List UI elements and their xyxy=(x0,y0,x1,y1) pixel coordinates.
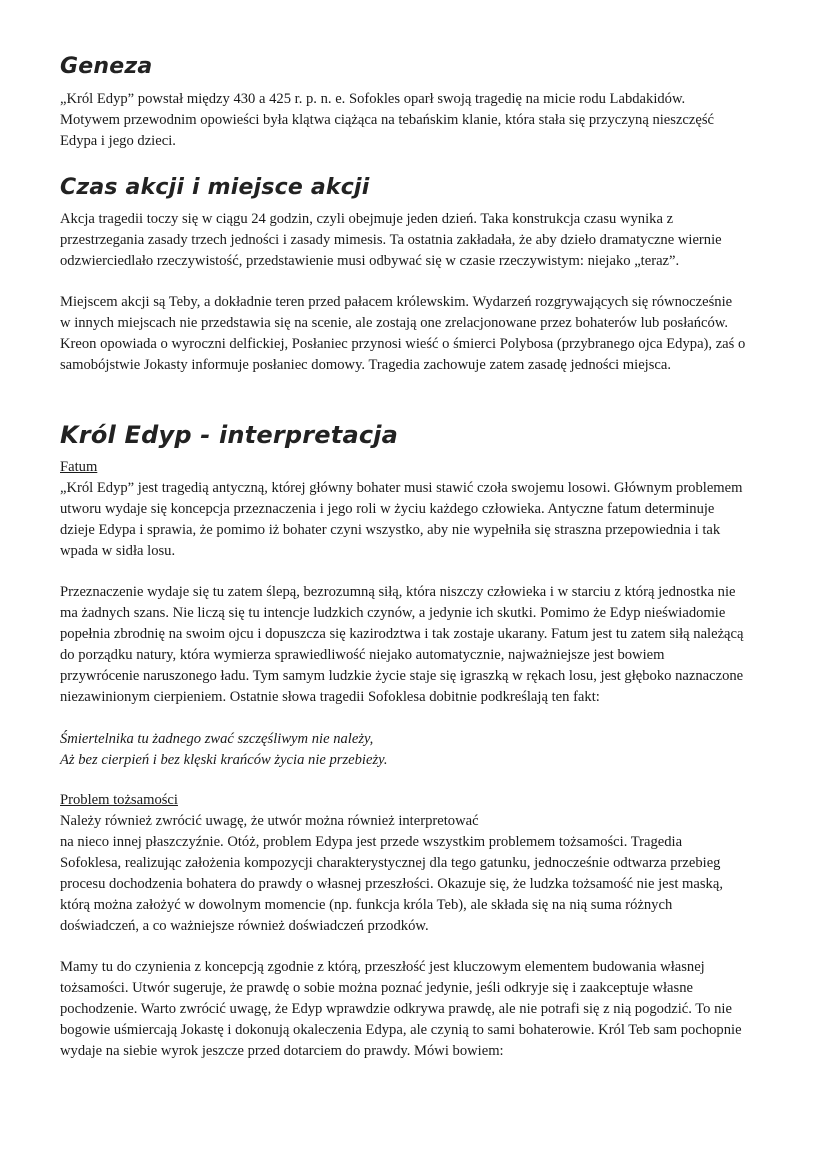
text-line: przestrzegania zasady trzech jedności i zasady mimesis. Ta ostatnia zakładała, że aby dzieło dramatyczne wiernie xyxy=(60,232,722,248)
text-line: Przeznaczenie wydaje się tu zatem ślepą, bezrozumną siłą, która niszczy człowieka i w starciu z którą jednostka nie xyxy=(60,584,736,600)
text-line: Kreon opowiada o wyroczni delfickiej, Posłaniec przynosi wieść o śmierci Polybosa (przybranego ojca Edypa), zaś o xyxy=(60,336,746,352)
heading-interpretacja: Król Edyp - interpretacja xyxy=(60,421,399,449)
quote-line: Śmiertelnika tu żadnego zwać szczęśliwym nie należy, xyxy=(60,731,374,747)
text-line: dzieje Edypa i sprawia, że pomimo iż bohater czyni wszystko, aby nie wypełniła się straszna przepowiednia i tak xyxy=(60,522,721,538)
text-line: Miejscem akcji są Teby, a dokładnie teren przed pałacem królewskim. Wydarzeń rozgrywających się równocześnie xyxy=(60,294,733,310)
text-line: samobójstwie Jokasty informuje posłaniec domowy. Tragedia zachowuje zatem zasadę jedności miejsca. xyxy=(60,357,672,373)
paragraph-fatum-2 xyxy=(60,582,775,708)
text-line: Sofoklesa, realizując założenia kompozycji charakterystycznej dla tego gatunku, jednocześnie odtwarza przebieg xyxy=(60,855,721,871)
text-line: Akcja tragedii toczy się w ciągu 24 godzin, czyli obejmuje jeden dzień. Taka konstrukcja czasu wynika z xyxy=(60,211,674,227)
text-line: przywrócenie naruszonego ładu. Tym samym ludzkie życie staje się igraszką w rękach losu, jest głęboko naznaczone xyxy=(60,668,744,684)
text-line: odzwierciedlało rzeczywistość, przedstawienie musi odbywać się w czasie rzeczywistym: niejako „teraz”. xyxy=(60,253,680,269)
text-line: ma żadnych szans. Nie liczą się tu intencje ludzkich czynów, a jedynie ich skutki. Pomimo że Edyp nieświadomie xyxy=(60,605,726,621)
text-line: którą można założyć w dowolnym momencie (np. funkcja króla Teb), ale składa się na nią suma różnych xyxy=(60,897,673,913)
quote-line: Aż bez cierpień i bez klęski krańców życia nie przebieży. xyxy=(60,752,388,768)
text-line: pochodzenie. Warto zwrócić uwagę, że Edyp wprawdzie odkrywa prawdę, ale nie potrafi się z nią pogodzić. To nie xyxy=(60,1001,732,1017)
text-line: Należy również zwrócić uwagę, że utwór można również interpretować xyxy=(60,813,479,829)
subheading-fatum: Fatum xyxy=(60,459,98,475)
text-line: do porządku natury, która wymierza sprawiedliwość niejako automatycznie, najważniejsze jest bowiem xyxy=(60,647,665,663)
text-line: Mamy tu do czynienia z koncepcją zgodnie z którą, przeszłość jest kluczowym elementem budowania własnej xyxy=(60,959,705,975)
heading-geneza: Geneza xyxy=(60,54,153,79)
text-line: procesu dochodzenia bohatera do prawdy o własnej przeszłości. Okazuje się, że ludzka tożsamość nie jest maską, xyxy=(60,876,723,892)
text-line: na nieco innej płaszczyźnie. Otóż, problem Edypa jest przede wszystkim problemem tożsamości. Tragedia xyxy=(60,834,683,850)
text-line: „Król Edyp” powstał między 430 a 425 r. p. n. e. Sofokles oparł swoją tragedię na micie rodu Labdakidów. xyxy=(60,91,686,107)
paragraph-fatum-1 xyxy=(60,457,775,562)
text-line: „Król Edyp” jest tragedią antyczną, której główny bohater musi stawić czoła swojemu losowi. Głównym problemem xyxy=(60,480,743,496)
text-line: tożsamości. Utwór sugeruje, że prawdę o sobie można poznać jedynie, jeśli odkryje się i zaakceptuje własne xyxy=(60,980,693,996)
paragraph-czas-2 xyxy=(60,292,775,376)
text-line: utworu wydaje się koncepcja przeznaczenia i jego roli w życiu każdego człowieka. Antyczne fatum determinuje xyxy=(60,501,715,517)
text-line: doświadczeń, a co ważniejsze również doświadczeń przodków. xyxy=(60,918,429,934)
text-line: Motywem przewodnim opowieści była klątwa ciążąca na tebańskim klanie, która stała się przyczyną nieszczęść xyxy=(60,112,715,128)
heading-czas-akcji: Czas akcji i miejsce akcji xyxy=(60,175,370,200)
paragraph-tozsamosc-1 xyxy=(60,790,775,937)
text-line: wpada w sidła losu. xyxy=(60,543,176,559)
subheading-tozsamosc: Problem tożsamości xyxy=(60,792,178,808)
paragraph-geneza xyxy=(60,89,775,152)
paragraph-czas-1 xyxy=(60,209,775,272)
quote-block xyxy=(60,729,775,771)
text-line: Edypa i jego dzieci. xyxy=(60,133,176,149)
text-line: popełnia zbrodnię na swoim ojcu i dopuszcza się kazirodztwa i tak zostaje ukarany. Fatum jest tu zatem siłą należącą xyxy=(60,626,744,642)
text-line: niezawinionym cierpieniem. Ostatnie słowa tragedii Sofoklesa dobitnie podkreślają ten fakt: xyxy=(60,689,600,705)
text-line: w innych miejscach nie przedstawia się na scenie, ale zostają one zrelacjonowane przez bohaterów lub posłańców. xyxy=(60,315,729,331)
text-line: bogowie uśmiercają Jokastę i dokonują okaleczenia Edypa, ale czynią to sami bohaterowie. Król Teb sam pochopnie xyxy=(60,1022,742,1038)
paragraph-tozsamosc-2 xyxy=(60,957,775,1062)
text-line: wydaje na siebie wyrok jeszcze przed dotarciem do prawdy. Mówi bowiem: xyxy=(60,1043,504,1059)
